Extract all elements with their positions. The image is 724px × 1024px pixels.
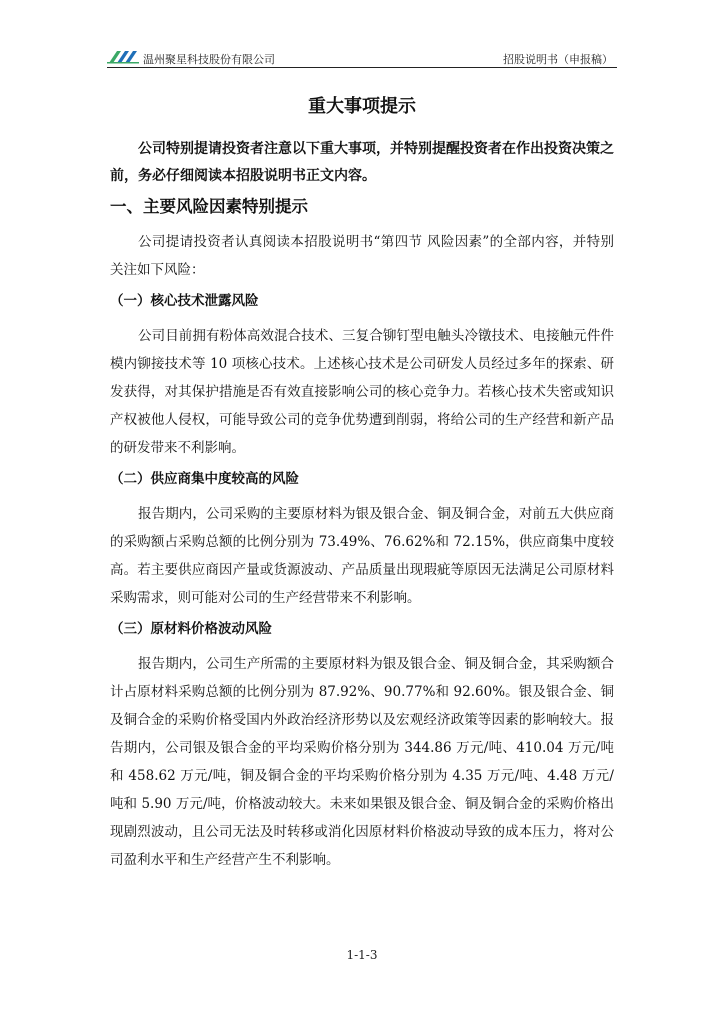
page-header xyxy=(107,48,617,68)
page-title: 重大事项提示 xyxy=(308,96,416,117)
intro-paragraph: 公司特别提请投资者注意以下重大事项，并特别提醒投资者在作出投资决策之前，务必仔细阅读本招股说明书正文内容。 xyxy=(110,141,614,184)
subsection-heading-supplier: （二）供应商集中度较高的风险 xyxy=(110,471,299,487)
main-content xyxy=(110,92,614,880)
subsection-text-supplier: 报告期内，公司采购的主要原材料为银及银合金、铜及铜合金，对前五大供应商的采购额占采购总额的比例分别为 73.49%、76.62%和 72.15%，供应商集中度较高。若主要供应商因产量或货源波动、产品质量出现瑕疵等原因无法满足公司原材料采购需求，则可能对公司的生产经营带来不利影响。 xyxy=(110,506,614,606)
page-number: 1-1-3 xyxy=(346,948,378,962)
subsection-text-core-tech: 公司目前拥有粉体高效混合技术、三复合铆钉型电触头冷镦技术、电接触元件件模内铆接技术等 10 项核心技术。上述核心技术是公司研发人员经过多年的探索、研发获得，对其保护措施是否有效直接影响公司的核心竞争力。若核心技术失密或知识产权被他人侵权，可能导致公司的竞争优势遭到削弱，将给公司的生产经营和新产品的研发带来不利影响。 xyxy=(110,328,614,456)
subsection-text-raw-material: 报告期内，公司生产所需的主要原材料为银及银合金、铜及铜合金，其采购额合计占原材料采购总额的比例分别为 87.92%、90.77%和 92.60%。银及银合金、铜及铜合金的采购价格受国内外政治经济形势以及宏观经济政策等因素的影响较大。报告期内，公司银及银合金的平均采购价格分别为 344.86 万元/吨、410.04 万元/吨和 458.62 万元/吨，铜及铜合金的平均采购价格分别为 4.35 万元/吨、4.48 万元/吨和 5.90 万元/吨，价格波动较大。未来如果银及银合金、铜及铜合金的采购价格出现剧烈波动，且公司无法及时转移或消化因原材料价格波动导致的成本压力，将对公司盈利水平和生产经营产生不利影响。 xyxy=(110,656,614,868)
subsection-heading-core-tech: （一）核心技术泄露风险 xyxy=(110,293,259,309)
company-logo-icon xyxy=(107,50,141,64)
document-type: 招股说明书（申报稿） xyxy=(503,53,613,66)
section-intro: 公司提请投资者认真阅读本招股说明书“第四节 风险因素”的全部内容，并特别关注如下风险： xyxy=(110,234,614,278)
subsection-heading-raw-material: （三）原材料价格波动风险 xyxy=(110,621,272,637)
company-name: 温州聚星科技股份有限公司 xyxy=(143,53,275,66)
header-divider xyxy=(107,67,617,68)
section-heading: 一、主要风险因素特别提示 xyxy=(110,197,308,216)
